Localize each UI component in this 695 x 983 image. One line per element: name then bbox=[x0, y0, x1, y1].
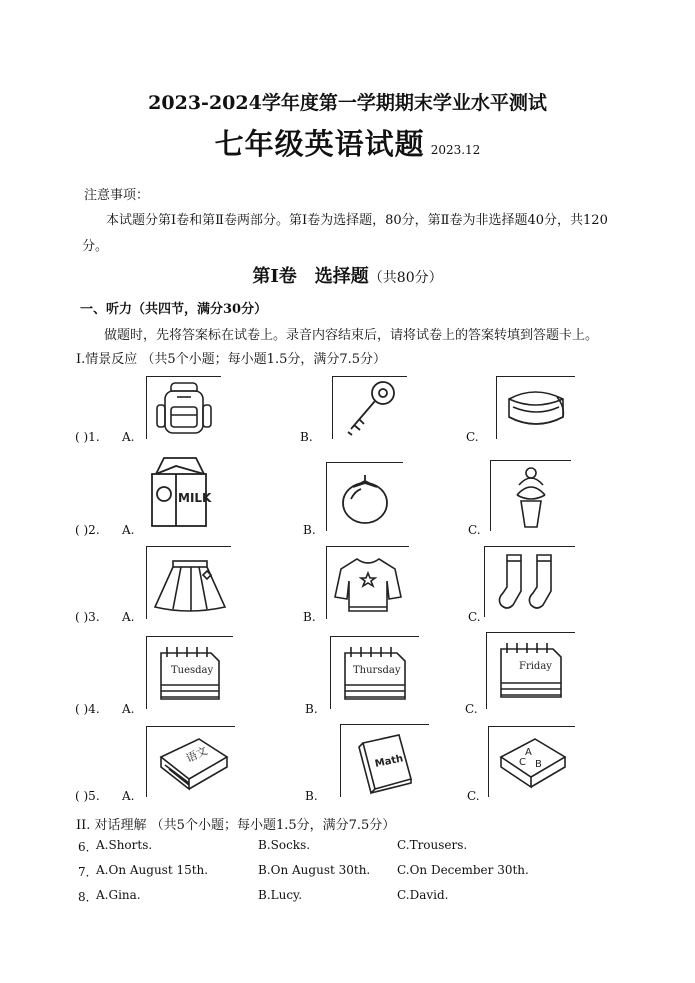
answer-option-a: A.On August 15th. bbox=[96, 863, 209, 877]
option-label: A. bbox=[122, 610, 135, 624]
towel-icon bbox=[497, 377, 575, 439]
exam-date: 2023.12 bbox=[430, 143, 481, 157]
calendar-icon bbox=[487, 633, 575, 709]
book-title: Math bbox=[373, 753, 405, 770]
option-label: C. bbox=[467, 789, 480, 803]
option-label: C. bbox=[466, 430, 479, 444]
milk-label: MILK bbox=[178, 491, 212, 505]
option-label: A. bbox=[122, 430, 135, 444]
answer-option-b: B.Lucy. bbox=[258, 888, 303, 902]
skirt-icon bbox=[147, 547, 231, 619]
answer-option-a: A.Shorts. bbox=[96, 838, 153, 852]
option-label: B. bbox=[300, 430, 313, 444]
question-number: ( )4. bbox=[75, 702, 100, 716]
towel-picture bbox=[496, 376, 575, 439]
question-number: ( )3. bbox=[75, 610, 100, 624]
abc-book-picture bbox=[488, 726, 575, 797]
option-label: A. bbox=[122, 702, 135, 716]
socks-icon bbox=[485, 547, 575, 617]
ice-cream-icon bbox=[491, 461, 571, 531]
calendar-tuesday-picture bbox=[146, 636, 233, 709]
question-number: ( )5. bbox=[75, 789, 100, 803]
part1-title: I.情景反应 （共5个小题；每小题1.5分，满分7.5分） bbox=[76, 352, 387, 367]
answer-option-c: C.Trousers. bbox=[397, 838, 468, 852]
letter-b: B bbox=[535, 759, 542, 770]
tomato-picture bbox=[326, 462, 403, 531]
book-title: 语文 bbox=[183, 744, 210, 766]
milk-carton-icon bbox=[142, 454, 212, 530]
day-label: Tuesday bbox=[171, 665, 214, 676]
section-title: 一、听力（共四节，满分30分） bbox=[80, 302, 268, 317]
option-label: B. bbox=[305, 789, 318, 803]
exam-title: 2023-2024学年度第一学期期末学业水平测试 bbox=[148, 92, 547, 114]
question-number: 7． bbox=[78, 865, 98, 879]
answer-option-b: B.Socks. bbox=[258, 838, 311, 852]
day-label: Thursday bbox=[353, 665, 401, 676]
question-number: ( )2. bbox=[75, 523, 100, 537]
grade-title: 七年级英语试题 bbox=[214, 127, 425, 161]
answer-option-a: A.Gina. bbox=[96, 888, 141, 902]
sweater-icon bbox=[327, 547, 409, 619]
sweater-picture bbox=[326, 546, 409, 619]
volume-title bbox=[0, 262, 695, 288]
milk-carton-picture bbox=[142, 454, 212, 530]
notice-text: 本试题分第Ⅰ卷和第Ⅱ卷两部分。第Ⅰ卷为选择题，80分，第Ⅱ卷为非选择题40分，共120分。 bbox=[82, 213, 608, 254]
letter-a: A bbox=[525, 747, 532, 758]
question-number: 8． bbox=[78, 890, 98, 904]
section-instruction: 做题时，先将答案标在试卷上。录音内容结束后，请将试卷上的答案转填到答题卡上。 bbox=[104, 328, 599, 343]
option-label: A. bbox=[122, 523, 135, 537]
math-book-picture bbox=[340, 724, 429, 797]
volume-name: 第Ⅰ卷 选择题 bbox=[252, 266, 369, 287]
option-label: C. bbox=[468, 610, 481, 624]
calendar-icon bbox=[147, 637, 233, 709]
option-label: C. bbox=[465, 702, 478, 716]
calendar-friday-picture bbox=[486, 632, 575, 709]
option-label: B. bbox=[303, 610, 316, 624]
ice-cream-picture bbox=[490, 460, 571, 531]
book-icon bbox=[147, 727, 235, 797]
tomato-icon bbox=[327, 463, 403, 531]
volume-score: （共80分） bbox=[368, 270, 443, 286]
backpack-icon bbox=[147, 377, 221, 439]
question-number: 6． bbox=[78, 840, 98, 854]
letter-c: C bbox=[519, 757, 526, 768]
part2-title: II. 对话理解 （共5个小题；每小题1.5分，满分7.5分） bbox=[76, 818, 396, 833]
option-label: C. bbox=[468, 523, 481, 537]
notice-label: 注意事项： bbox=[84, 188, 150, 203]
answer-option-b: B.On August 30th. bbox=[258, 863, 371, 877]
question-number: ( )1. bbox=[75, 430, 100, 444]
calendar-icon bbox=[331, 637, 419, 709]
backpack-picture bbox=[146, 376, 221, 439]
answer-option-c: C.On December 30th. bbox=[397, 863, 529, 877]
calendar-thursday-picture bbox=[330, 636, 419, 709]
key-picture bbox=[332, 376, 407, 439]
exam-subtitle bbox=[0, 122, 695, 163]
day-label: Friday bbox=[519, 661, 552, 672]
answer-option-c: C.David. bbox=[397, 888, 449, 902]
skirt-picture bbox=[146, 546, 231, 619]
option-label: B. bbox=[303, 523, 316, 537]
chinese-book-picture bbox=[146, 726, 235, 797]
book-icon bbox=[341, 725, 429, 797]
socks-picture bbox=[484, 546, 575, 617]
book-icon bbox=[489, 727, 575, 797]
option-label: B. bbox=[305, 702, 318, 716]
option-label: A. bbox=[122, 789, 135, 803]
key-icon bbox=[333, 377, 407, 439]
